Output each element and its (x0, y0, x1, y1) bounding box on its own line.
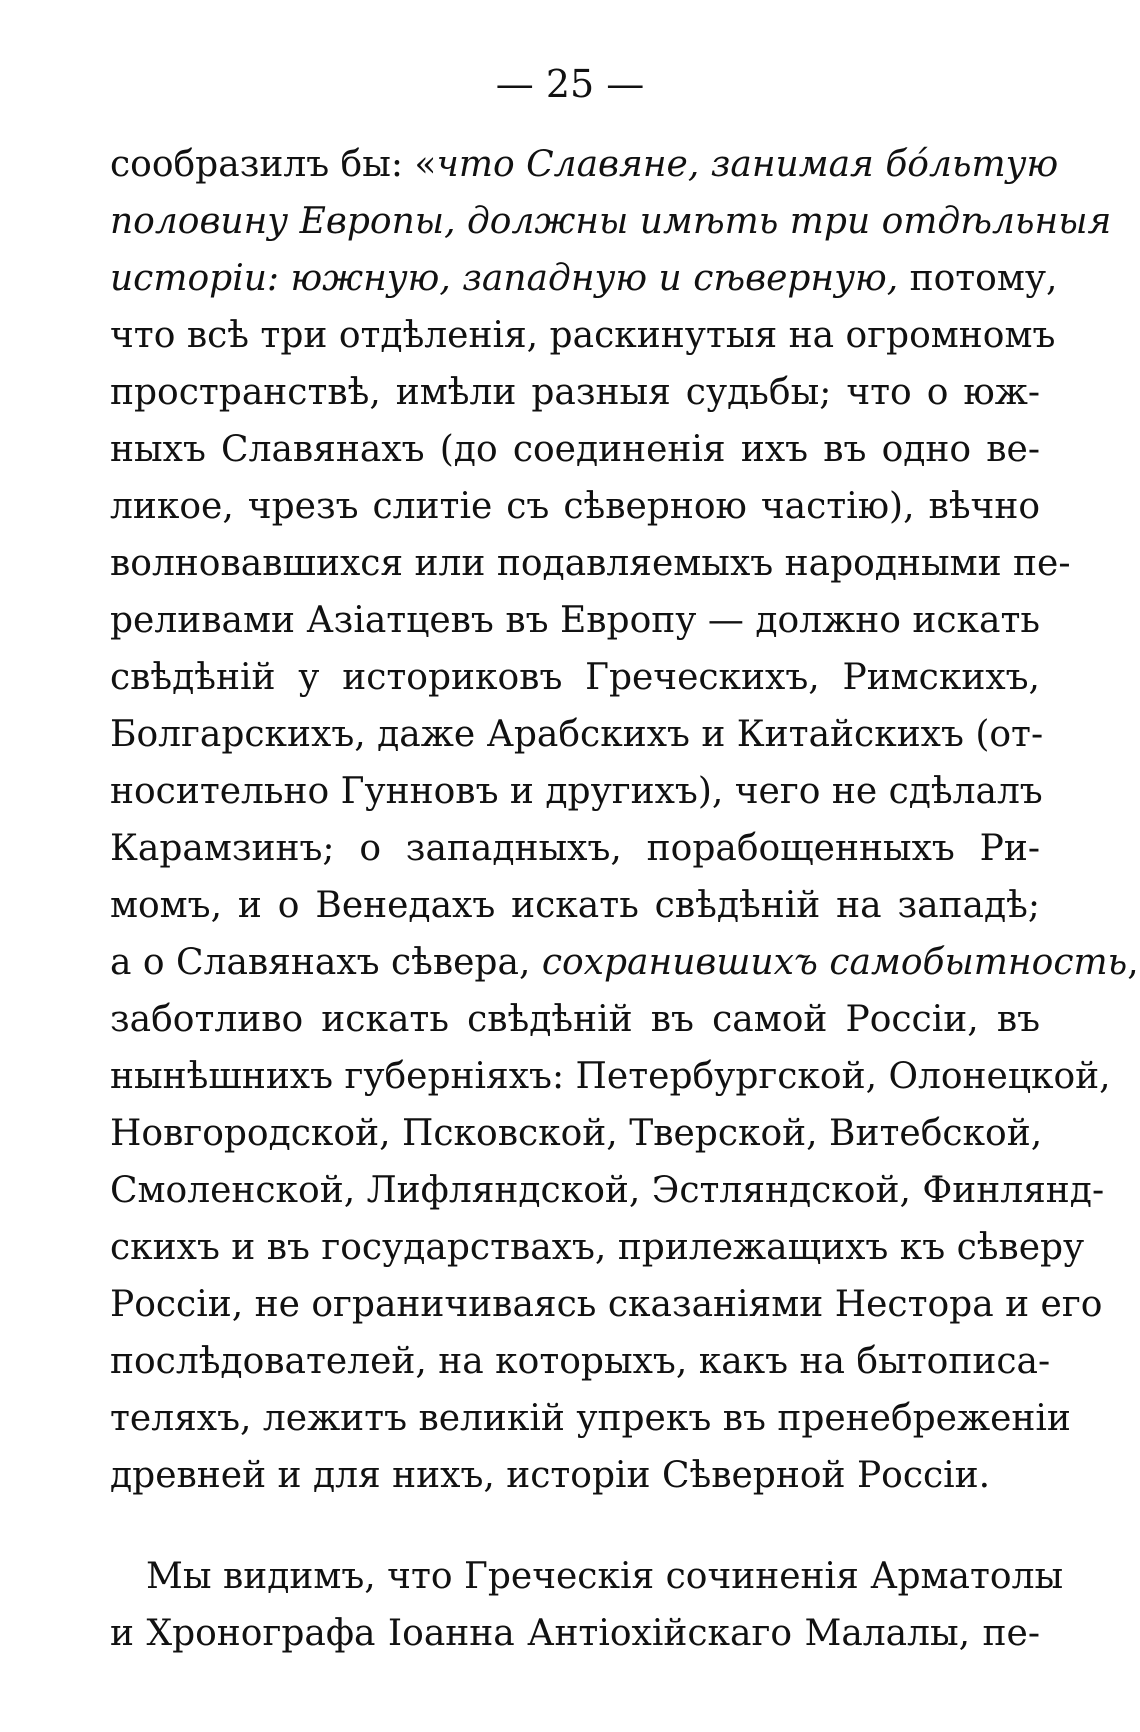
text-segment: Болгарскихъ, даже Арабскихъ и Китайскихъ (от- (110, 714, 1044, 755)
paragraph-1 (110, 136, 1139, 1504)
text-segment: нынѣшнихъ губерніяхъ: Петербургской, Олонецкой, (110, 1056, 1111, 1097)
text-segment: ныхъ Славянахъ (до соединенія ихъ въ одно ве- (110, 429, 1040, 470)
text-segment: момъ, и о Венедахъ искать свѣдѣній на западѣ; (110, 885, 1040, 926)
text-line (110, 535, 1071, 592)
text-line (110, 991, 1040, 1048)
text-segment: ликое, чрезъ слитіе съ сѣверною частію), вѣчно (110, 486, 1040, 527)
text-line (110, 1333, 1051, 1390)
text-segment: заботливо искать свѣдѣній въ самой Россіи, въ (110, 999, 1040, 1040)
text-line (110, 649, 1040, 706)
text-line (110, 820, 1040, 877)
text-line (110, 1605, 1040, 1662)
text-line (110, 763, 1043, 820)
paragraph-2 (110, 1548, 1064, 1662)
text-segment: и Хронографа Іоанна Антіохійскаго Малалы, пе- (110, 1613, 1040, 1654)
text-line (110, 1162, 1105, 1219)
text-line (110, 421, 1040, 478)
text-line (110, 592, 1040, 649)
text-line (110, 934, 1139, 991)
text-line (110, 1548, 1064, 1605)
page-number: — 25 — (495, 62, 645, 106)
text-segment: скихъ и въ государствахъ, прилежащихъ къ сѣверу (110, 1227, 1085, 1268)
text-line (110, 193, 1112, 250)
text-segment: исторіи: южную, западную и сѣверную, (110, 258, 899, 299)
text-segment: Карамзинъ; о западныхъ, порабощенныхъ Ри- (110, 828, 1040, 869)
text-segment: реливами Азіатцевъ въ Европу — должно искать (110, 600, 1040, 641)
text-line (110, 1390, 1071, 1447)
text-segment: половину Европы, должны имѣть три отдѣльныя (110, 201, 1112, 242)
text-segment: пространствѣ, имѣли разныя судьбы; что о юж- (110, 372, 1040, 413)
text-segment: свѣдѣній у историковъ Греческихъ, Римскихъ, (110, 657, 1040, 698)
text-line (110, 250, 1058, 307)
text-line (110, 364, 1040, 421)
text-segment: Смоленской, Лифляндской, Эстляндской, Финлянд- (110, 1170, 1105, 1211)
text-line (110, 1105, 1043, 1162)
text-segment: а о Славянахъ сѣвера, (110, 942, 542, 983)
text-segment: что Славяне, занимая бóльтую (436, 144, 1059, 185)
text-segment: сохранившихъ самобытность (541, 942, 1128, 983)
text-segment: послѣдователей, на которыхъ, какъ на бытописа- (110, 1341, 1051, 1382)
text-segment: потому, (898, 258, 1058, 299)
text-segment: теляхъ, лежитъ великій упрекъ въ пренебреженіи (110, 1398, 1071, 1439)
text-segment: Новгородской, Псковской, Тверской, Витебской, (110, 1113, 1043, 1154)
text-line (110, 478, 1040, 535)
text-segment: Мы видимъ, что Греческія сочиненія Арматолы (146, 1556, 1064, 1597)
text-segment: , (1127, 942, 1139, 983)
text-segment: древней и для нихъ, исторіи Сѣверной Россіи. (110, 1455, 991, 1496)
text-segment: сообразилъ бы: « (110, 144, 437, 185)
text-segment: носительно Гунновъ и другихъ), чего не сдѣлалъ (110, 771, 1043, 812)
text-line (110, 1447, 1040, 1504)
text-line (110, 307, 1056, 364)
text-line (110, 877, 1040, 934)
text-line (110, 1276, 1103, 1333)
text-line (110, 706, 1044, 763)
text-line (110, 1219, 1085, 1276)
text-segment: что всѣ три отдѣленія, раскинутыя на огромномъ (110, 315, 1056, 356)
text-line (110, 1048, 1111, 1105)
text-segment: Россіи, не ограничиваясь сказаніями Нестора и его (110, 1284, 1103, 1325)
text-line (110, 136, 1059, 193)
text-segment: волновавшихся или подавляемыхъ народными пе- (110, 543, 1071, 584)
